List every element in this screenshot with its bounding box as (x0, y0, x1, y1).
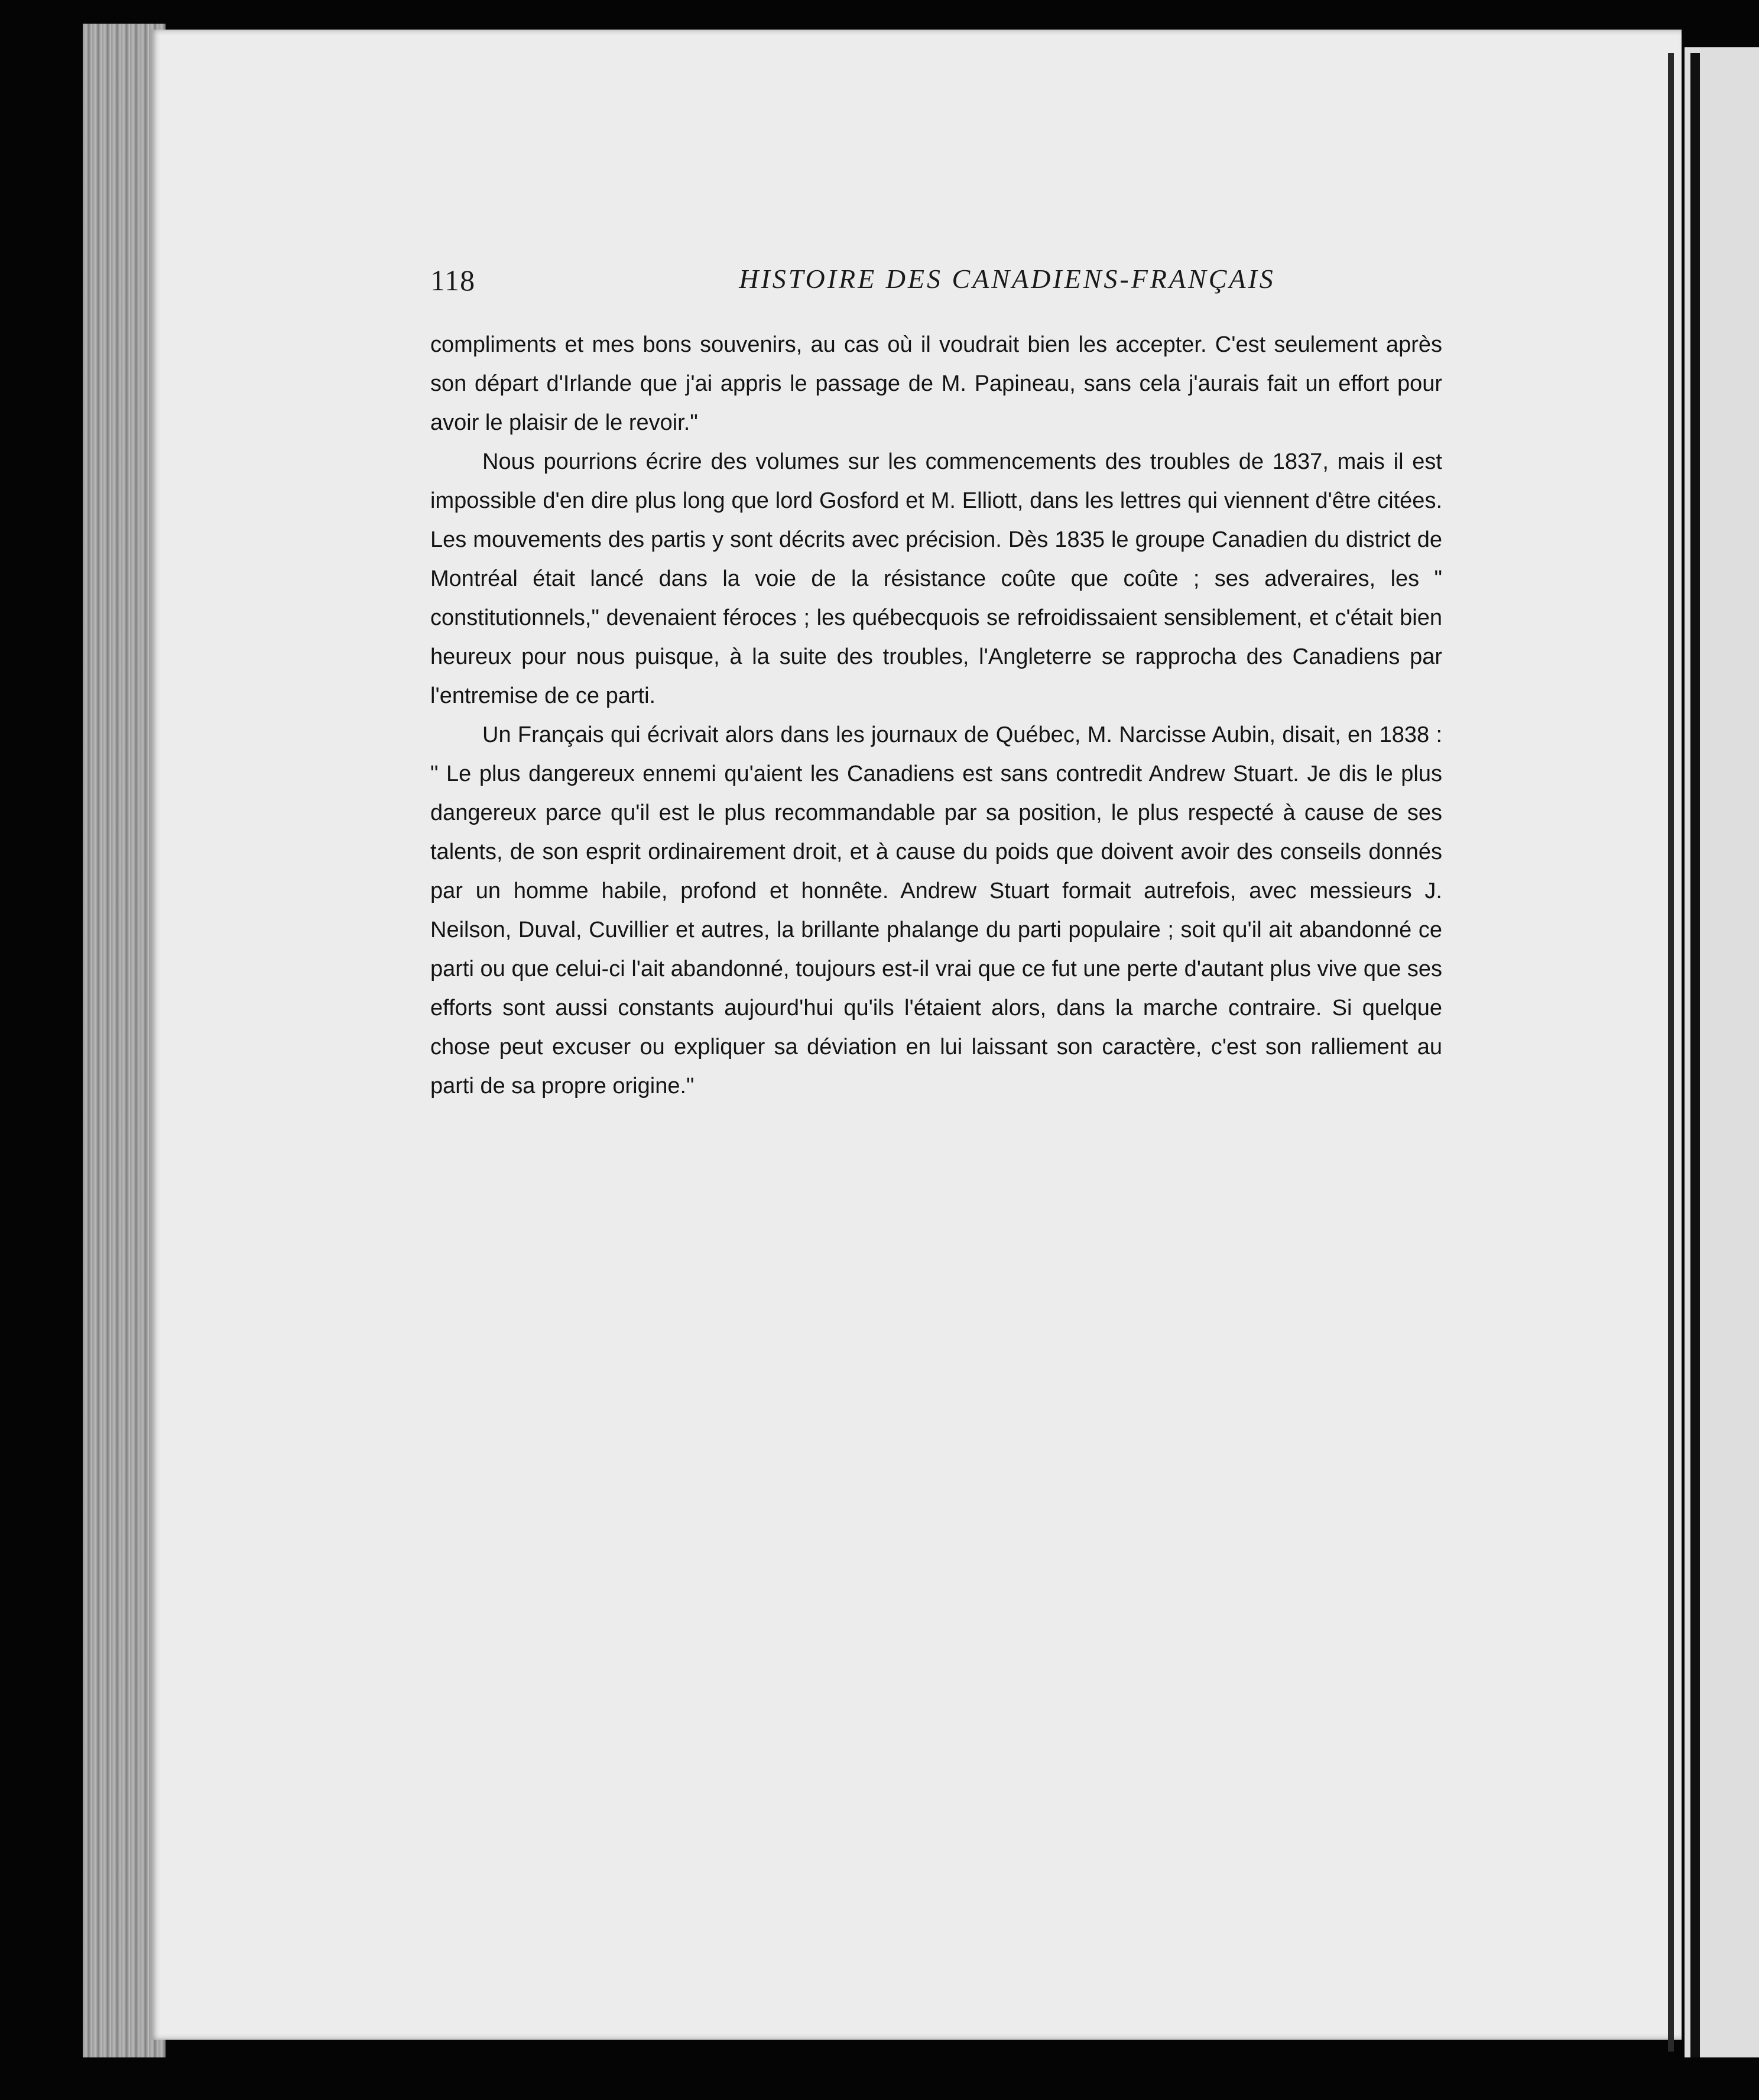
page-header (430, 263, 1442, 304)
paragraph-continuation: compliments et mes bons souvenirs, au cas où il voudrait bien les accepter. C'est seulement après son départ d'Irlande que j'ai appris le passage de M. Papineau, sans cela j'aurais fait un effort pour avoir le plaisir de le revoir." (430, 332, 1442, 435)
paragraph: Nous pourrions écrire des volumes sur les commencements des troubles de 1837, mais il est impossible d'en dire plus long que lord Gosford et M. Elliott, dans les lettres qui viennent d'être citées. Les mouvements des partis y sont décrits avec précision. Dès 1835 le groupe Canadien du district de Montréal était lancé dans la voie de la résistance coûte que coûte ; ses adveraires, les " constitutionnels," devenaient féroces ; les québecquois se refroidissaient sensiblement, et c'était bien heureux pour nous puisque, à la suite des troubles, l'Angleterre se rapprocha des Canadiens par l'entremise de ce parti. (430, 449, 1442, 708)
running-title: HISTOIRE DES CANADIENS-FRANÇAIS (739, 264, 1276, 294)
page-number: 118 (430, 264, 476, 297)
paragraph: Un Français qui écrivait alors dans les journaux de Québec, M. Narcisse Aubin, disait, en 1838 : " Le plus dangereux ennemi qu'aient les Canadiens est sans contredit Andrew Stuart. Je dis le plus dangereux parce qu'il est le plus recommandable par sa position, le plus respecté à cause de ses talents, de son esprit ordinairement droit, et à cause du poids que doivent avoir des conseils donnés par un homme habile, profond et honnête. Andrew Stuart formait autrefois, avec messieurs J. Neilson, Duval, Cuvillier et autres, la brillante phalange du parti populaire ; soit qu'il ait abandonné ce parti ou que celui-ci l'ait abandonné, toujours est-il vrai que ce fut une perte d'autant plus vive que ses efforts sont aussi constants aujourd'hui qu'ils l'étaient alors, dans la marche contraire. Si quelque chose peut excuser ou expliquer sa déviation en lui laissant son caractère, c'est son ralliement au parti de sa propre origine." (430, 722, 1442, 1098)
page-gutter (1668, 53, 1674, 2052)
body-text (430, 325, 1442, 1106)
binding-shadow (1690, 53, 1700, 2057)
